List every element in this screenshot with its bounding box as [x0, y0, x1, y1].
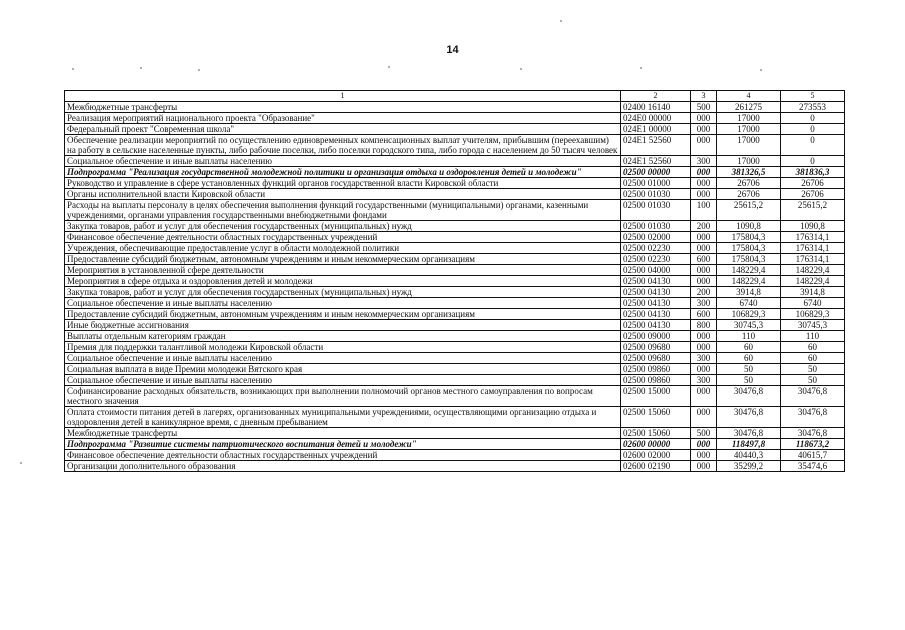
cell-vr: 600 [691, 254, 717, 265]
cell-year2: 50 [781, 375, 845, 386]
cell-year1: 26706 [717, 178, 781, 189]
cell-name: Предоставление субсидий бюджетным, автономным учреждениям и иным некоммерческим организациям [65, 254, 621, 265]
cell-year1: 50 [717, 364, 781, 375]
scan-speck [520, 68, 522, 70]
table-row [65, 331, 845, 342]
cell-vr: 000 [691, 135, 717, 156]
cell-code: 02500 15000 [621, 386, 691, 407]
scan-speck [388, 66, 390, 68]
cell-name: Социальное обеспечение и иные выплаты населению [65, 156, 621, 167]
cell-name: Мероприятия в сфере отдыха и оздоровления детей и молодежи [65, 276, 621, 287]
cell-code: 02500 09860 [621, 375, 691, 386]
cell-code: 024E1 52560 [621, 156, 691, 167]
cell-code: 02600 00000 [621, 439, 691, 450]
cell-vr: 500 [691, 102, 717, 113]
cell-year2: 26706 [781, 189, 845, 200]
cell-vr: 000 [691, 189, 717, 200]
cell-year1: 175804,3 [717, 243, 781, 254]
cell-vr: 300 [691, 298, 717, 309]
table-row [65, 178, 845, 189]
cell-year1: 30476,8 [717, 386, 781, 407]
scan-speck [20, 462, 22, 464]
cell-name: Подпрограмма "Реализация государственной молодежной политики и организация отдыха и оздоровления детей и молодежи" [65, 167, 621, 178]
cell-year1: 60 [717, 353, 781, 364]
cell-vr: 200 [691, 287, 717, 298]
cell-year2: 60 [781, 342, 845, 353]
cell-code: 02500 15060 [621, 407, 691, 428]
table-row [65, 189, 845, 200]
cell-code: 02500 02000 [621, 232, 691, 243]
cell-code: 02500 01030 [621, 200, 691, 221]
cell-year2: 25615,2 [781, 200, 845, 221]
cell-year1: 261275 [717, 102, 781, 113]
cell-year1: 106829,3 [717, 309, 781, 320]
cell-year1: 40440,3 [717, 450, 781, 461]
table-row [65, 407, 845, 428]
table-row [65, 200, 845, 221]
cell-code: 02500 04130 [621, 309, 691, 320]
cell-year1: 26706 [717, 189, 781, 200]
cell-year2: 35474,6 [781, 461, 845, 472]
cell-year2: 30476,8 [781, 386, 845, 407]
table-row [65, 221, 845, 232]
cell-vr: 000 [691, 331, 717, 342]
table-row [65, 320, 845, 331]
table-body [65, 102, 845, 472]
cell-code: 02500 02230 [621, 254, 691, 265]
cell-name: Межбюджетные трансферты [65, 102, 621, 113]
cell-vr: 500 [691, 428, 717, 439]
table-row [65, 353, 845, 364]
cell-name: Федеральный проект "Современная школа" [65, 124, 621, 135]
cell-code: 02500 01030 [621, 221, 691, 232]
table-row [65, 428, 845, 439]
cell-name: Финансовое обеспечение деятельности областных государственных учреждений [65, 450, 621, 461]
cell-vr: 300 [691, 156, 717, 167]
cell-code: 02500 04130 [621, 287, 691, 298]
cell-name: Руководство и управление в сфере установленных функций органов государственной власти Кировской области [65, 178, 621, 189]
cell-year1: 148229,4 [717, 265, 781, 276]
cell-vr: 200 [691, 221, 717, 232]
cell-vr: 300 [691, 375, 717, 386]
table-row [65, 232, 845, 243]
cell-year2: 3914,8 [781, 287, 845, 298]
cell-year1: 17000 [717, 124, 781, 135]
cell-vr: 600 [691, 309, 717, 320]
cell-code: 02500 09860 [621, 364, 691, 375]
cell-vr: 000 [691, 232, 717, 243]
cell-code: 024E1 52560 [621, 135, 691, 156]
cell-year2: 0 [781, 113, 845, 124]
cell-year2: 50 [781, 364, 845, 375]
budget-table [64, 90, 845, 472]
cell-code: 02600 02000 [621, 450, 691, 461]
cell-year1: 17000 [717, 135, 781, 156]
cell-year1: 381326,5 [717, 167, 781, 178]
cell-code: 02500 01000 [621, 178, 691, 189]
table-row [65, 276, 845, 287]
cell-name: Мероприятия в установленной сфере деятельности [65, 265, 621, 276]
cell-year2: 6740 [781, 298, 845, 309]
table-row [65, 298, 845, 309]
cell-year1: 6740 [717, 298, 781, 309]
cell-code: 02500 09680 [621, 353, 691, 364]
cell-vr: 000 [691, 439, 717, 450]
scan-speck [140, 67, 142, 69]
cell-name: Социальное обеспечение и иные выплаты населению [65, 375, 621, 386]
table-row [65, 156, 845, 167]
cell-name: Софинансирование расходных обязательств, возникающих при выполнении полномочий органов местного самоуправления по вопросам местного значения [65, 386, 621, 407]
cell-vr: 000 [691, 113, 717, 124]
cell-year2: 40615,7 [781, 450, 845, 461]
cell-year2: 148229,4 [781, 276, 845, 287]
cell-name: Расходы на выплаты персоналу в целях обеспечения выполнения функций государственными (муниципальными) органами, казенными учреждениями, органами управления государственными внебюджетными фондами [65, 200, 621, 221]
cell-vr: 100 [691, 200, 717, 221]
cell-name: Организации дополнительного образования [65, 461, 621, 472]
scan-speck [760, 69, 762, 71]
cell-year2: 0 [781, 135, 845, 156]
cell-year2: 30745,3 [781, 320, 845, 331]
cell-name: Закупка товаров, работ и услуг для обеспечения государственных (муниципальных) нужд [65, 287, 621, 298]
cell-vr: 000 [691, 124, 717, 135]
cell-vr: 000 [691, 265, 717, 276]
cell-year1: 118497,8 [717, 439, 781, 450]
table-row [65, 265, 845, 276]
cell-year1: 25615,2 [717, 200, 781, 221]
cell-year2: 273553 [781, 102, 845, 113]
table-row [65, 167, 845, 178]
scan-speck [560, 20, 562, 22]
cell-vr: 000 [691, 167, 717, 178]
table-row [65, 102, 845, 113]
table-row [65, 364, 845, 375]
header-col-year1: 4 [717, 91, 781, 102]
cell-year1: 30476,8 [717, 407, 781, 428]
cell-code: 02500 04000 [621, 265, 691, 276]
header-col-year2: 5 [781, 91, 845, 102]
cell-year2: 176314,1 [781, 243, 845, 254]
table-row [65, 287, 845, 298]
cell-code: 02500 01030 [621, 189, 691, 200]
cell-name: Социальное обеспечение и иные выплаты населению [65, 353, 621, 364]
cell-year2: 148229,4 [781, 265, 845, 276]
table-row [65, 461, 845, 472]
cell-year1: 30745,3 [717, 320, 781, 331]
table-row [65, 124, 845, 135]
cell-year2: 176314,1 [781, 232, 845, 243]
cell-code: 02500 04130 [621, 276, 691, 287]
table-row [65, 342, 845, 353]
cell-name: Учреждения, обеспечивающие предоставление услуг в области молодежной политики [65, 243, 621, 254]
scan-speck [640, 67, 642, 69]
cell-year1: 30476,8 [717, 428, 781, 439]
cell-year1: 110 [717, 331, 781, 342]
cell-year2: 30476,8 [781, 407, 845, 428]
cell-year1: 50 [717, 375, 781, 386]
cell-year1: 1090,8 [717, 221, 781, 232]
cell-year2: 1090,8 [781, 221, 845, 232]
cell-name: Социальная выплата в виде Премии молодежи Вятского края [65, 364, 621, 375]
cell-name: Оплата стоимости питания детей в лагерях, организованных муниципальными учреждениями, осуществляющими организацию отдыха и оздоровления детей в каникулярное время, с дневным пребыванием [65, 407, 621, 428]
cell-year2: 106829,3 [781, 309, 845, 320]
cell-year1: 148229,4 [717, 276, 781, 287]
cell-code: 02500 15060 [621, 428, 691, 439]
cell-code: 024E1 00000 [621, 124, 691, 135]
cell-vr: 000 [691, 450, 717, 461]
cell-name: Закупка товаров, работ и услуг для обеспечения государственных (муниципальных) нужд [65, 221, 621, 232]
cell-name: Обеспечение реализации мероприятий по осуществлению единовременных компенсационных выплат учителям, прибывшим (переехавшим) на работу в сельские населенные пункты, либо рабочие поселки, либо поселки городского типа, либо города с населением до 50 тысяч человек [65, 135, 621, 156]
cell-code: 02400 16140 [621, 102, 691, 113]
cell-year1: 3914,8 [717, 287, 781, 298]
cell-code: 02500 00000 [621, 167, 691, 178]
scan-speck [198, 69, 200, 71]
cell-name: Социальное обеспечение и иные выплаты населению [65, 298, 621, 309]
cell-year2: 0 [781, 124, 845, 135]
cell-code: 02500 09000 [621, 331, 691, 342]
cell-vr: 800 [691, 320, 717, 331]
scan-speck [72, 68, 74, 70]
cell-name: Подпрограмма "Развитие системы патриотического воспитания детей и молодежи" [65, 439, 621, 450]
cell-year2: 110 [781, 331, 845, 342]
cell-name: Органы исполнительной власти Кировской области [65, 189, 621, 200]
cell-year1: 17000 [717, 156, 781, 167]
cell-year2: 26706 [781, 178, 845, 189]
header-col-name: 1 [65, 91, 621, 102]
cell-vr: 000 [691, 178, 717, 189]
cell-vr: 300 [691, 353, 717, 364]
table-row [65, 243, 845, 254]
cell-vr: 000 [691, 461, 717, 472]
cell-vr: 000 [691, 386, 717, 407]
cell-vr: 000 [691, 276, 717, 287]
cell-vr: 000 [691, 364, 717, 375]
cell-code: 02500 04130 [621, 298, 691, 309]
cell-name: Премия для поддержки талантливой молодежи Кировской области [65, 342, 621, 353]
header-col-code: 2 [621, 91, 691, 102]
cell-name: Выплаты отдельным категориям граждан [65, 331, 621, 342]
cell-vr: 000 [691, 342, 717, 353]
table-row [65, 254, 845, 265]
cell-year2: 60 [781, 353, 845, 364]
cell-year2: 0 [781, 156, 845, 167]
cell-name: Межбюджетные трансферты [65, 428, 621, 439]
cell-year2: 381836,3 [781, 167, 845, 178]
cell-code: 02600 02190 [621, 461, 691, 472]
cell-code: 02500 09680 [621, 342, 691, 353]
cell-year2: 118673,2 [781, 439, 845, 450]
table-row [65, 375, 845, 386]
cell-year1: 17000 [717, 113, 781, 124]
table-row [65, 386, 845, 407]
cell-vr: 000 [691, 243, 717, 254]
cell-year1: 175804,3 [717, 254, 781, 265]
cell-name: Реализация мероприятий национального проекта "Образование" [65, 113, 621, 124]
cell-name: Финансовое обеспечение деятельности областных государственных учреждений [65, 232, 621, 243]
table-row [65, 113, 845, 124]
cell-year1: 60 [717, 342, 781, 353]
cell-code: 024E0 00000 [621, 113, 691, 124]
table-row [65, 135, 845, 156]
cell-code: 02500 04130 [621, 320, 691, 331]
table-row [65, 439, 845, 450]
table-row [65, 450, 845, 461]
cell-name: Предоставление субсидий бюджетным, автономным учреждениям и иным некоммерческим организациям [65, 309, 621, 320]
cell-year2: 176314,1 [781, 254, 845, 265]
cell-year2: 30476,8 [781, 428, 845, 439]
cell-year1: 175804,3 [717, 232, 781, 243]
table-header-row [65, 91, 845, 102]
cell-code: 02500 02230 [621, 243, 691, 254]
cell-vr: 000 [691, 407, 717, 428]
page-number: 14 [446, 44, 459, 56]
table-row [65, 309, 845, 320]
cell-year1: 35299,2 [717, 461, 781, 472]
header-col-vr: 3 [691, 91, 717, 102]
cell-name: Иные бюджетные ассигнования [65, 320, 621, 331]
